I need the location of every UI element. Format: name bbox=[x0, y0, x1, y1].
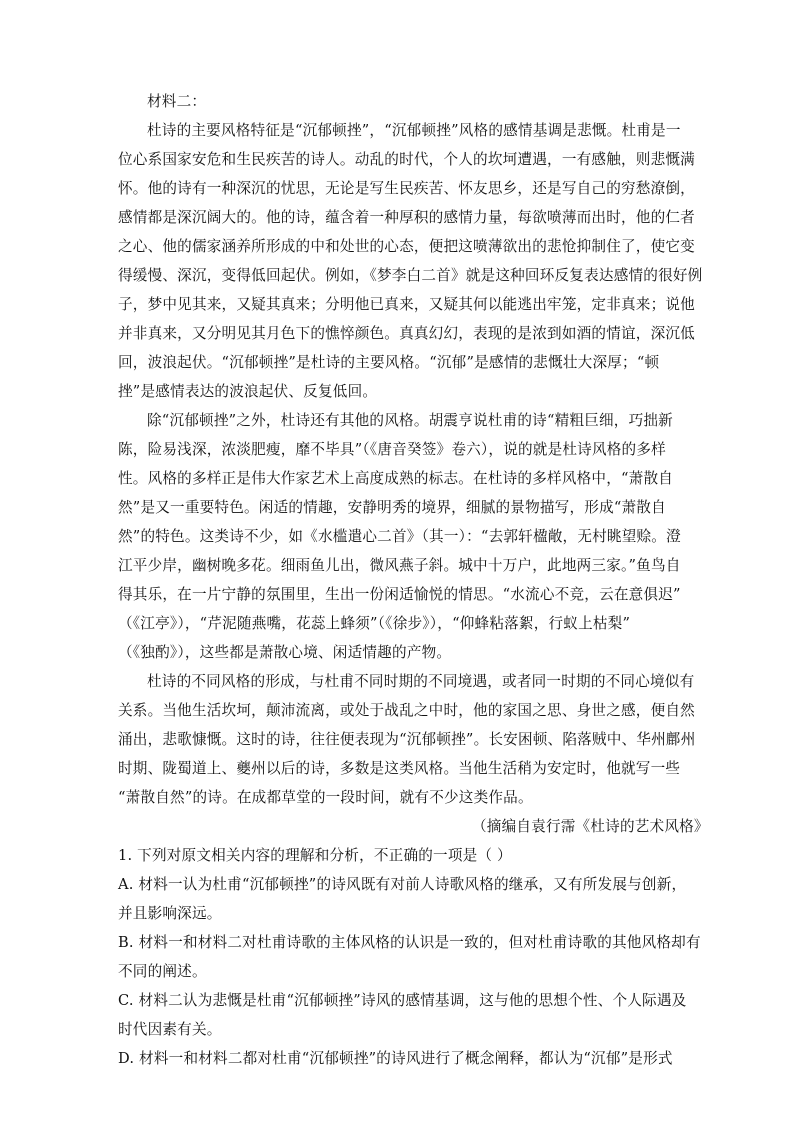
paragraph-line: 性。风格的多样正是伟大作家艺术上高度成熟的标志。在杜诗的多样风格中，“萧散自 bbox=[118, 470, 674, 487]
paragraph-line: 然”是又一重要特色。闲适的情趣，安静明秀的境界，细腻的景物描写，形成“萧散自 bbox=[118, 499, 666, 516]
paragraph-line: 之心、他的儒家涵养所形成的中和处世的心态，便把这喷薄欲出的悲怆抑制住了，使它变 bbox=[118, 238, 695, 255]
section-heading: 材料二： bbox=[147, 93, 207, 110]
source-citation: （摘编自袁行霈《杜诗的艺术风格》 bbox=[472, 818, 709, 835]
paragraph-line: 并非真来，又分明见其月色下的憔悴颜色。真真幻幻，表现的是浓到如酒的情谊，深沉低 bbox=[118, 325, 695, 342]
paragraph-line: 关系。当他生活坎坷，颠沛流离，或处于战乱之中时，他的家国之思、身世之感，便自然 bbox=[118, 702, 695, 719]
paragraph-line: 感情都是深沉阔大的。他的诗，蕴含着一种厚积的感情力量，每欲喷薄而出时，他的仁者 bbox=[118, 209, 695, 226]
paragraph-line: （《江亭》），“芹泥随燕嘴，花蕊上蜂须”（《徐步》），“仰蜂粘落絮，行蚁上枯梨” bbox=[118, 615, 631, 632]
paragraph-line: 然”的特色。这类诗不少，如《水槛遣心二首》（其一）：“去郭轩楹敞，无村眺望赊。澄 bbox=[118, 528, 681, 545]
paragraph-line: 回，波浪起伏。“沉郁顿挫”是杜诗的主要风格。“沉郁”是感情的悲慨壮大深厚；“顿 bbox=[118, 354, 660, 371]
paragraph-line: 江平少岸，幽树晚多花。细雨鱼儿出，微风燕子斜。城中十万户，此地两三家。”鱼鸟自 bbox=[118, 557, 681, 574]
paragraph-line: 得缓慢、深沉，变得低回起伏。例如，《梦李白二首》就是这种回环反复表达感情的很好例 bbox=[118, 267, 703, 284]
paragraph-line: 怀。他的诗有一种深沉的忧思，无论是写生民疾苦、怀友思乡，还是写自己的穷愁潦倒， bbox=[118, 180, 695, 197]
option-b-line: B. 材料一和材料二对杜甫诗歌的主体风格的认识是一致的，但对杜甫诗歌的其他风格却有 bbox=[118, 934, 701, 951]
paragraph-line: 涌出，悲歌慷慨。这时的诗，往往便表现为“沉郁顿挫”。长安困顿、陷落贼中、华州鄜州 bbox=[118, 731, 696, 748]
paragraph-line: 陈，险易浅深，浓淡肥瘦，靡不毕具”（《唐音癸签》卷六），说的就是杜诗风格的多样 bbox=[118, 441, 666, 458]
paragraph-line: 挫”是感情表达的波浪起伏、反复低回。 bbox=[118, 383, 378, 400]
paragraph-line: 杜诗的主要风格特征是“沉郁顿挫”，“沉郁顿挫”风格的感情基调是悲慨。杜甫是一 bbox=[147, 122, 681, 139]
paragraph-line: 位心系国家安危和生民疾苦的诗人。动乱的时代，个人的坎坷遭遇，一有感触，则悲慨满 bbox=[118, 151, 695, 168]
paragraph-line: （《独酌》），这些都是萧散心境、闲适情趣的产物。 bbox=[118, 644, 452, 661]
option-c-line: 时代因素有关。 bbox=[118, 1021, 222, 1038]
option-b-line: 不同的阐述。 bbox=[118, 963, 207, 980]
option-a-line: A. 材料一认为杜甫“沉郁顿挫”的诗风既有对前人诗歌风格的继承，又有所发展与创新， bbox=[118, 876, 687, 893]
paragraph-line: 除“沉郁顿挫”之外，杜诗还有其他的风格。胡震亨说杜甫的诗“精粗巨细，巧拙新 bbox=[147, 412, 673, 429]
option-a-line: 并且影响深远。 bbox=[118, 905, 222, 922]
paragraph-line: 得其乐，在一片宁静的氛围里，生出一份闲适愉悦的情思。“水流心不竞，云在意俱迟” bbox=[118, 586, 681, 603]
paragraph-line: 杜诗的不同风格的形成，与杜甫不同时期的不同境遇，或者同一时期的不同心境似有 bbox=[147, 673, 695, 690]
paragraph-line: “萧散自然”的诗。在成都草堂的一段时间，就有不少这类作品。 bbox=[118, 789, 533, 806]
option-d-line: D. 材料一和材料二都对杜甫“沉郁顿挫”的诗风进行了概念阐释，都认为“沉郁”是形式 bbox=[118, 1050, 673, 1067]
question-stem: 1. 下列对原文相关内容的理解和分析，不正确的一项是（ ） bbox=[118, 847, 512, 864]
paragraph-line: 时期、陇蜀道上、夔州以后的诗，多数是这类风格。当他生活稍为安定时，他就写一些 bbox=[118, 760, 681, 777]
paragraph-line: 子，梦中见其来，又疑其真来；分明他已真来，又疑其何以能逃出牢笼，定非真来；说他 bbox=[118, 296, 695, 313]
option-c-line: C. 材料二认为悲慨是杜甫“沉郁顿挫”诗风的感情基调，这与他的思想个性、个人际遇及 bbox=[118, 992, 687, 1009]
